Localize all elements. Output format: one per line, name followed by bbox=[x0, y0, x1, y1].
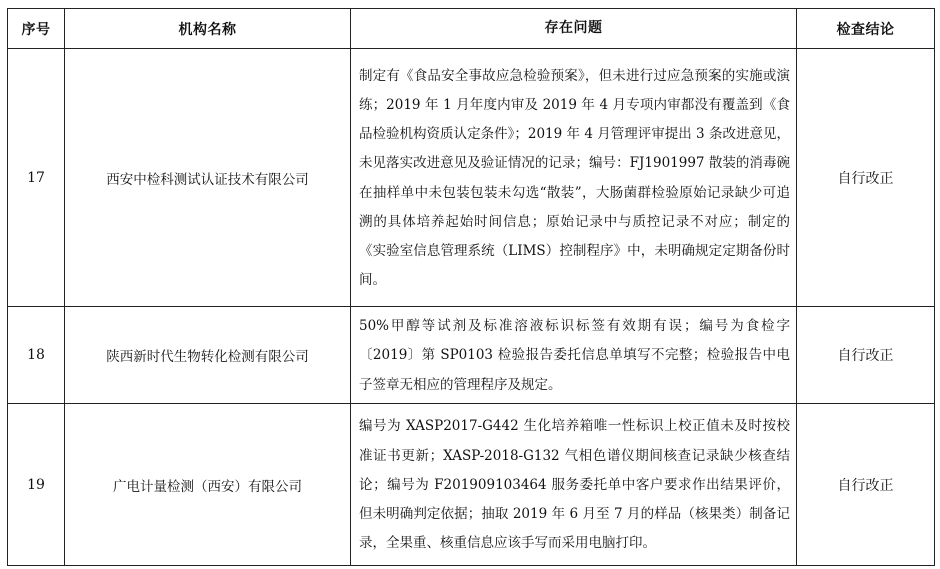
header-existing-issues: 存在问题 bbox=[351, 9, 797, 49]
row-issue-text: 50%甲醇等试剂及标准溶液标识标签有效期有误；编号为食检字〔2019〕第 SP0103 检验报告委托信息单填写不完整；检验报告中电子签章无相应的管理程序及规定。 bbox=[351, 307, 797, 404]
table-row bbox=[8, 404, 935, 566]
table-row bbox=[8, 49, 935, 307]
row-conclusion: 自行改正 bbox=[797, 307, 935, 404]
row-issue-text: 编号为 XASP2017-G442 生化培养箱唯一性标识上校正值未及时按校准证书更新；XASP-2018-G132 气相色谱仪期间核查记录缺少核查结论；编号为 F201909103464 服务委托单中客户要求作出结果评价，但未明确判定依据；抽取 2019 年 6 月至 7 月的样品（核果类）制备记录，全果重、核重信息应该手写而采用电脑打印。 bbox=[351, 404, 797, 566]
table-header-row bbox=[8, 9, 935, 49]
row-organization-name: 陕西新时代生物转化检测有限公司 bbox=[65, 307, 351, 404]
inspection-results-table bbox=[7, 8, 935, 566]
row-conclusion: 自行改正 bbox=[797, 49, 935, 307]
table-row bbox=[8, 307, 935, 404]
row-serial-number: 17 bbox=[8, 49, 65, 307]
row-organization-name: 西安中检科测试认证技术有限公司 bbox=[65, 49, 351, 307]
row-organization-name: 广电计量检测（西安）有限公司 bbox=[65, 404, 351, 566]
header-organization-name: 机构名称 bbox=[65, 9, 351, 49]
header-inspection-conclusion: 检查结论 bbox=[797, 9, 935, 49]
row-serial-number: 18 bbox=[8, 307, 65, 404]
row-issue-text: 制定有《食品安全事故应急检验预案》，但未进行过应急预案的实施或演练；2019 年 1 月年度内审及 2019 年 4 月专项内审都没有覆盖到《食品检验机构资质认定条件》；2019 年 4 月管理评审提出 3 条改进意见，未见落实改进意见及验证情况的记录；编号：FJ1901997 散装的消毒碗在抽样单中未包装包装未勾选“散装”，大肠菌群检验原始记录缺少可追溯的具体培养起始时间信息；原始记录中与质控记录不对应；制定的《实验室信息管理系统（LIMS）控制程序》中，未明确规定定期备份时间。 bbox=[351, 49, 797, 307]
header-serial-number: 序号 bbox=[8, 9, 65, 49]
row-serial-number: 19 bbox=[8, 404, 65, 566]
row-conclusion: 自行改正 bbox=[797, 404, 935, 566]
